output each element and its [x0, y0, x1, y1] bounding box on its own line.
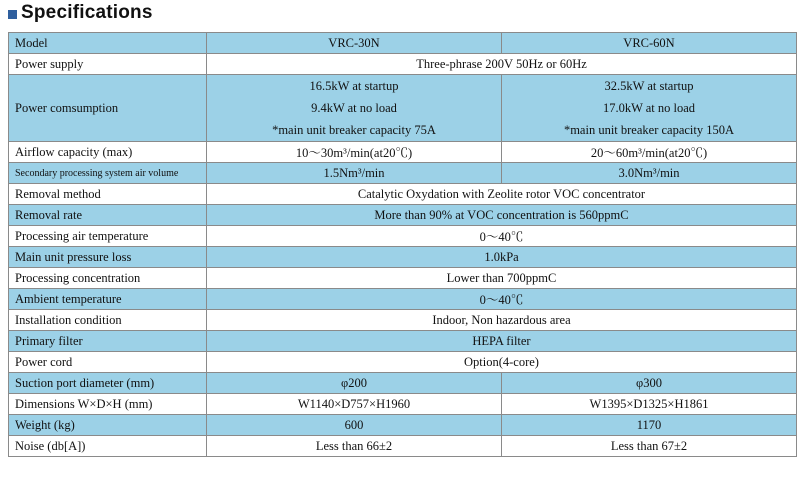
row-value-col1: φ200: [207, 373, 502, 394]
table-row-dimensions: [9, 394, 797, 415]
table-row-suction-port: [9, 373, 797, 394]
heading-title: Specifications: [21, 2, 153, 23]
row-value-col2: [502, 75, 797, 142]
model-vrc-60n: VRC-60N: [502, 33, 797, 54]
table-row-removal-method: [9, 184, 797, 205]
row-label: Installation condition: [9, 310, 207, 331]
table-row-airflow: [9, 142, 797, 163]
square-bullet-icon: [8, 10, 17, 19]
row-value-col1: [207, 75, 502, 142]
table-row-pressure-loss: [9, 247, 797, 268]
row-label: Dimensions W×D×H (mm): [9, 394, 207, 415]
row-value: Three-phrase 200V 50Hz or 60Hz: [207, 54, 797, 75]
startup-power: 16.5kW at startup: [309, 79, 399, 93]
table-row-noise: [9, 436, 797, 457]
row-value-col2: 3.0Nm³/min: [502, 163, 797, 184]
row-value-col2: Less than 67±2: [502, 436, 797, 457]
table-row-primary-filter: [9, 331, 797, 352]
row-value: More than 90% at VOC concentration is 560ppmC: [207, 205, 797, 226]
row-value-col1: 1.5Nm³/min: [207, 163, 502, 184]
no-load-power: 9.4kW at no load: [311, 101, 397, 115]
row-label: Airflow capacity (max): [9, 142, 207, 163]
row-value-col1: Less than 66±2: [207, 436, 502, 457]
row-label: Primary filter: [9, 331, 207, 352]
section-heading: [8, 2, 153, 24]
row-label: Secondary processing system air volume: [9, 163, 207, 184]
row-value: Indoor, Non hazardous area: [207, 310, 797, 331]
row-value: 0～40℃: [207, 226, 797, 247]
model-vrc-30n: VRC-30N: [207, 33, 502, 54]
row-label: Processing concentration: [9, 268, 207, 289]
table-row-air-temperature: [9, 226, 797, 247]
row-label: Main unit pressure loss: [9, 247, 207, 268]
row-value-col1: 10～30m³/min(at20℃): [207, 142, 502, 163]
breaker-capacity: *main unit breaker capacity 150A: [563, 123, 735, 137]
no-load-power: 17.0kW at no load: [602, 101, 696, 115]
table-row-secondary-air-volume: [9, 163, 797, 184]
row-label: Suction port diameter (mm): [9, 373, 207, 394]
row-value-col2: 1170: [502, 415, 797, 436]
row-label: Model: [9, 33, 207, 54]
table-row-power-cord: [9, 352, 797, 373]
specifications-table: [8, 32, 797, 457]
startup-power: 32.5kW at startup: [604, 79, 694, 93]
row-value-col1: W1140×D757×H1960: [207, 394, 502, 415]
row-label: Processing air temperature: [9, 226, 207, 247]
table-row-weight: [9, 415, 797, 436]
row-label: Weight (kg): [9, 415, 207, 436]
table-row-ambient-temperature: [9, 289, 797, 310]
row-value-col1: 600: [207, 415, 502, 436]
table-row-power-supply: [9, 54, 797, 75]
table-row-installation: [9, 310, 797, 331]
table-row-model: [9, 33, 797, 54]
table-row-power-consumption: [9, 75, 797, 142]
row-value-col2: φ300: [502, 373, 797, 394]
row-value: Option(4-core): [207, 352, 797, 373]
row-value: Catalytic Oxydation with Zeolite rotor VOC concentrator: [207, 184, 797, 205]
row-value: 0～40℃: [207, 289, 797, 310]
row-label: Power cord: [9, 352, 207, 373]
row-label: Ambient temperature: [9, 289, 207, 310]
row-label: Power comsumption: [9, 75, 207, 142]
row-value-col2: 20～60m³/min(at20℃): [502, 142, 797, 163]
row-value-col2: W1395×D1325×H1861: [502, 394, 797, 415]
row-value: HEPA filter: [207, 331, 797, 352]
table-row-removal-rate: [9, 205, 797, 226]
row-value: Lower than 700ppmC: [207, 268, 797, 289]
row-label: Power supply: [9, 54, 207, 75]
row-label: Noise (db[A]): [9, 436, 207, 457]
table-row-concentration: [9, 268, 797, 289]
breaker-capacity: *main unit breaker capacity 75A: [272, 123, 436, 137]
row-label: Removal rate: [9, 205, 207, 226]
row-label: Removal method: [9, 184, 207, 205]
row-value: 1.0kPa: [207, 247, 797, 268]
